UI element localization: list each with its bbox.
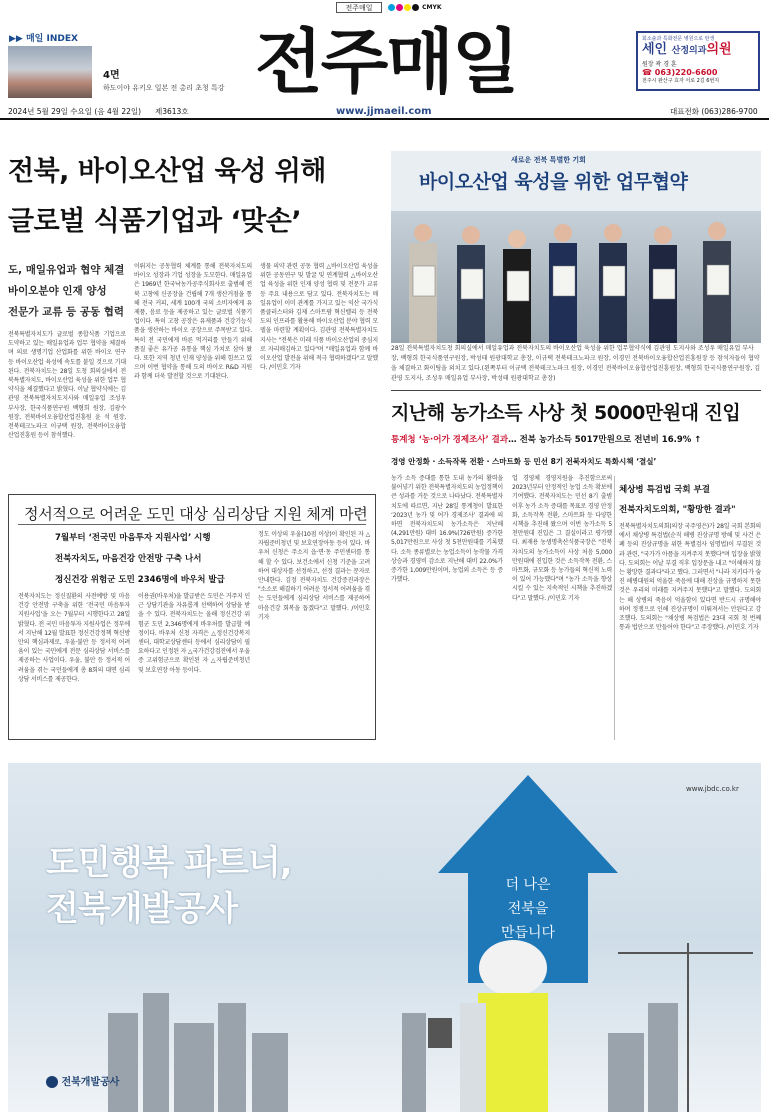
article3-rule — [18, 524, 366, 525]
clinic-ad[interactable] — [636, 31, 760, 91]
article2-col1: 농가 소득 증대를 통한 도내 농가의 활력을 불어넣기 위한 전북특별자치도의 농업정책이 큰 성과를 거둔 것으로 나타났다. 전북특별자치도에 따르면, 지난 28일 통계청이 발표한 ‘2023년 농가 및 어가 경제조사’ 결과에 의하면 전북자치도의 농가소득은 지난해(4,291만원) 대비 16.9%(726만원) 증가한 5,017만원으로 사상 첫 5천만원대를 기록했다. 소득 종류별로는 농업소득이 농작물 가격 상승과 경영비 감소로 지난해 대비 22.0%가 증가한 1,009만원이며, 농업외 소득은 등 증가했다. — [391, 475, 503, 584]
side-article-head2: 전북자치도의회, "황망한 결과" — [619, 505, 736, 515]
ad-headline1: 도민행복 파트너, — [46, 843, 292, 883]
article2-headline[interactable]: 지난해 농가소득 사상 첫 5000만원대 진입 — [391, 402, 741, 424]
skyline — [108, 993, 678, 1112]
article3-sub2: 전북자치도, 마음건강 안전망 구축 나서 — [55, 554, 202, 564]
article1-sub1: 도, 매일유업과 협약 체결 — [8, 264, 125, 276]
photo-caption: 28일 전북특별자치도청 회의실에서 매일유업과 전북자치도의 바이오산업 육성을 위한 업무협약식에 김관영 도지사와 조성우 매일유업 부사장, 백형희 한국식품연구원장, 박성태 원광대학교 총장, 이규택 전북테크노파크 원장, 이경민 전북바이오융합산업진흥원장 등 참석자들이 협약을 체결하고 화이팅을 외치고 있다.(왼쪽부터 이규택 전북테크노파크 원장, 이경민 전북바이오융합산업진흥원장, 백형희 한국식품연구원장, 김관영 도지사, 조성우 매일유업 부사장, 박성태 원광대학교 총장) — [391, 345, 761, 382]
article1-col1: 전북특별자치도가 글로벌 종합식품 기업으로 도약하고 있는 매일유업과 업무 협약을 체결하며 의료 생명기업 산업화를 위한 바이오 연구 등 바이오산업 육성에 속도를 붙일 것으로 기대된다. 전북자치도는 28일 도청 회의실에서 전북특별자치도, 바이오산업 육성을 위한 업무 협약식을 체결했다고 밝혔다. 이날 협약식에는 김관영 전북특별자치도지사와 매일유업 조성우 부사장, 한국식품연구원 백형희 원장, 김광수 원장, 전북바이오융합산업진흥원 윤 석 원장, 전북테크노파크 이규택 원장, 전북바이오융합산업진흥원 등이 참석했다. — [8, 331, 126, 440]
index-description: 하도이야 유키오 일본 전 총리 초청 특강 — [103, 84, 225, 92]
jbdc-advertisement[interactable] — [8, 763, 761, 1112]
top-tag: 전주매일 — [336, 2, 382, 13]
article1-subheads — [8, 260, 130, 323]
article3-headline[interactable]: 정서적으로 어려운 도민 대상 심리상담 지원 체계 마련 — [24, 505, 368, 523]
header-rule — [0, 118, 769, 120]
cmyk-mark — [388, 4, 441, 11]
article2-sub2: 경영 안정화 · 소득작목 전환 · 스마트화 등 민선 8기 전북자치도 특화시책 ‘결실’ — [391, 457, 657, 466]
photo-banner-big: 바이오산업 육성을 위한 업무협약 — [419, 171, 688, 193]
article2-sub1 — [391, 430, 761, 451]
article3-col1: 전북자치도는 정신질환의 사전예방 및 마음건강 안전망 구축을 위한 ‘전국민 마음투자 지원사업’을 오는 7월부터 시행한다고 28일 밝혔다. 전 국민 마음투자 지원사업은 정부에서 지난해 12월 발표한 정신건강정책 혁신방안의 핵심과제로, 우울·불안 등 정서적 어려움이 있는 국민에게 전문 심리상담 서비스를 제공하는 사업이다. 우울, 불안 등 정서적 어려움을 겪는 국민들에게 총 8회의 대면 심리상담 서비스를 제공한다. — [18, 593, 130, 683]
issue-date: 2024년 5월 29일 수요일 (음 4월 22일) — [8, 107, 142, 116]
side-article-body: 전북특별자치도의회(의장 국주영은)가 28일 국회 본회의에서 채상병 특검법(순직 해병 진상규명 방해 및 사건 은폐 등의 진상규명을 위한 특별검사 임명법)이 부결된 것과 관련, "국가가 아픔을 지켜주지 못했다"며 입장을 밝혔다. 도의회는 이날 부결 직후 입장문을 내고 "이해하지 않는 황망한 결과다"라고 했다. 그러면서 "나라 지키다가 숨진 해병대원의 억울한 죽음에 대해 진상을 규명하지 못한 것은 우리의 미래를 지켜주지 못했다"고 말했다. 도의회는 해 상병의 죽음이 억울함이 있다면 반드시 규명해야 하며 정쟁으로 인해 진상규명이 미뤄져서는 안된다고 강조했다. 도의회는 "채상병 특검법은 23대 국회 첫 번째 통과 법안으로 만들어야 한다"고 주장했다. /이민호 기자 — [619, 523, 761, 632]
article3-subheads — [55, 528, 255, 591]
article1-sub2: 바이오분야 인재 양성 — [8, 285, 107, 297]
article1-headline-line2: 글로벌 식품기업과 ‘맞손’ — [8, 206, 302, 237]
side-article-head1: 체상병 특검법 국회 부결 — [619, 485, 710, 495]
black-dot — [412, 4, 419, 11]
clinic-ad-tagline: 회소솔과 특화전문 병원으로 탄생 — [642, 36, 715, 42]
side-article-head[interactable] — [619, 480, 761, 520]
article2-col2: 업 경영체 경영지원을 추진함으로써 2023년부터 안정적인 농업 소득 확보에 기여했다. 전북자치도는 민선 8기 출범 이후 농가 소득 증대를 목표로 경영 안정화, 소득작목 전환, 스마트화 등 다양한 시책을 추진해 왔으며 이번 농가소득 5천만원대 진입은 그 결실이라고 평가했다. 최재용 농생명축산식품국장은 "전북자치도의 농가소득이 사상 처음 5,000만원대에 진입한 것은 소득작목 전환, 스마트화, 규모화 등 농가들의 혁신적 노력이 있어 가능했다"며 "농가 소득을 향상시킬 수 있는 지속적인 시책을 추진하겠다"고 말했다. /이민호 기자 — [512, 475, 612, 602]
article2-sub1-red: 통계청 ‘농·어가 경제조사’ 결과 — [391, 435, 509, 445]
ad-logo-text: 전북개발공사 — [61, 1077, 120, 1088]
tablet-icon — [428, 1018, 452, 1048]
article1-headline-line1: 전북, 바이오산업 육성 위해 — [8, 156, 326, 187]
ad-headline2: 전북개발공사 — [46, 889, 238, 929]
column-rule — [614, 476, 615, 740]
clinic-phone: ☎ 063)220-6600 — [642, 68, 718, 77]
ad-sign — [478, 873, 578, 945]
clinic-name — [642, 42, 754, 59]
article1-col3: 생물 의약 관련 공동 협력 △바이오산업 육성을 위한 공동연구 및 발굴 및 연계협력 △바이오산업 육성을 위한 인재 양성 협력 및 전문가 교류 등 주요 내용으로 담고 있다. 전북자치도는 매일유업이 이미 관계를 가지고 있는 익산 국가식품클러스터와 김제 스마트팜 혁신밸리 등 전북도의 인프라를 활용해 바이오산업 분야 협력 모델을 마련할 계획이다. 김관영 전북특별자치도지사는 "전북은 미래 식품 바이오산업의 중심지로 자리매김하고 있다"며 "매일유업과 함께 바이오산업 발전을 위해 적극 협력하겠다"고 말했다. /이민호 기자 — [260, 263, 378, 372]
masthead: 전주매일 — [255, 21, 518, 103]
ad-sign-2: 전북을 — [507, 901, 549, 917]
article3-sub3: 정신건강 위험군 도민 2346명에 바우처 발급 — [55, 575, 225, 585]
clinic-director: 원장 곽 경 훈 — [642, 61, 677, 68]
main-phone: 대표전화 (063)286-9700 — [670, 107, 758, 116]
ad-logo — [46, 1073, 119, 1088]
index-label-text: 매일 INDEX — [25, 34, 78, 44]
issue-number: 제3613호 — [155, 107, 189, 116]
yellow-dot — [404, 4, 411, 11]
index-label — [9, 31, 78, 44]
website-link[interactable]: www.jjmaeil.com — [336, 106, 432, 117]
article3-col3: 정도 이상의 우울(10점 이상)이 확인된 자 △자립준비청년 및 보호연장아동 등이 있다. 바우처 신청은 주소지 읍·면·동 주민센터를 통해 할 수 있다. 보건소에서 신청 기준을 고려하여 대상자를 선정하고, 선정 결과는 문자로 안내한다. 김정 전북자치도 건강증진과장은 "소소로 해결하기 어려운 정서적 어려움을 겪는 도민들에게 심리상담 서비스를 제공하여 마음건강 회복을 돕겠다"고 말했다. /이민호 기자 — [258, 531, 370, 621]
jbdc-logo-icon — [46, 1076, 58, 1088]
ad-url[interactable]: www.jbdc.co.kr — [686, 785, 739, 793]
cyan-dot — [388, 4, 395, 11]
clinic-address: 전주시 완산구 효자 서로 2길 6번지 — [642, 78, 720, 84]
photo-banner-small: 새로운 전북 특별한 기회 — [511, 156, 586, 164]
people-illustration — [391, 211, 761, 343]
agreement-photo[interactable] — [391, 151, 761, 343]
index-page: 4면 — [103, 70, 120, 81]
ad-sign-3: 만듭니다 — [500, 925, 556, 941]
divider — [391, 390, 761, 391]
article3-col2: 이용권(바우처)을 발급받은 도민은 거주지 인근 상담기관을 자유롭게 선택하여 상담을 받을 수 있다. 전북자치도는 올해 정신건강 위험군 도민 2,346명에게 바우처를 발급할 예정이다. 바우처 신청 자격은 △정신건강복지센터, 대학교상담센터 등에서 심리상담이 필요하다고 인정된 자 △국가건강검진에서 우울증 고위험군으로 확인된 자 △자립준비청년 및 보호연장 아동 등이다. — [138, 593, 250, 674]
cmyk-label: CMYK — [422, 4, 442, 11]
clinic-name-3: 의원 — [706, 42, 732, 57]
magenta-dot — [396, 4, 403, 11]
double-arrow-icon: ▶▶ — [9, 34, 26, 44]
ad-sign-1: 더 나은 — [505, 877, 551, 893]
article1-col2: 이뤄지는 공동협력 체계를 통해 전북자치도의 바이오 성장과 기업 성장을 도모한다. 매일유업은 1969년 한국낙농가공주식회사로 출범해 전북 고창에 신공장을 건립해 7개 생산거점을 통해 전국 커피, 세계 100개 국의 소비자에게 유제품, 음료 등을 제공하고 있는 글로벌 식품기업이다. 특히 고창 공장은 유제품과 건강기능식품을 생산하는 바이오 공장으로 주목받고 있다. 특히 전 국민에게 바른 먹거리를 만들기 위해 품질 좋은 유가공 유통을 핵심 가치로 삼아 왔다. 또한 지역 청년 인재 양성을 위해 힘쓰고 있으며 이번 협약을 통해 도의 바이오 R&D 지원과 함께 더욱 발전할 것으로 기대된다. — [134, 263, 252, 381]
article3-sub1: 7월부터 ‘전국민 마음투자 지원사업’ 시행 — [55, 533, 211, 543]
article1-sub3: 전문가 교류 등 공동 협력 — [8, 306, 125, 318]
clinic-name-1: 세인 — [642, 42, 668, 57]
article2-sub1-rest: … 전북 농가소득 5017만원으로 전년비 16.9% ↑ — [508, 435, 702, 445]
article1-headline[interactable] — [8, 147, 380, 247]
index-photo[interactable] — [8, 46, 92, 98]
article2-subheads — [391, 430, 761, 472]
ad-scene — [8, 763, 761, 1112]
clinic-name-2: 산정의과 — [671, 46, 707, 56]
